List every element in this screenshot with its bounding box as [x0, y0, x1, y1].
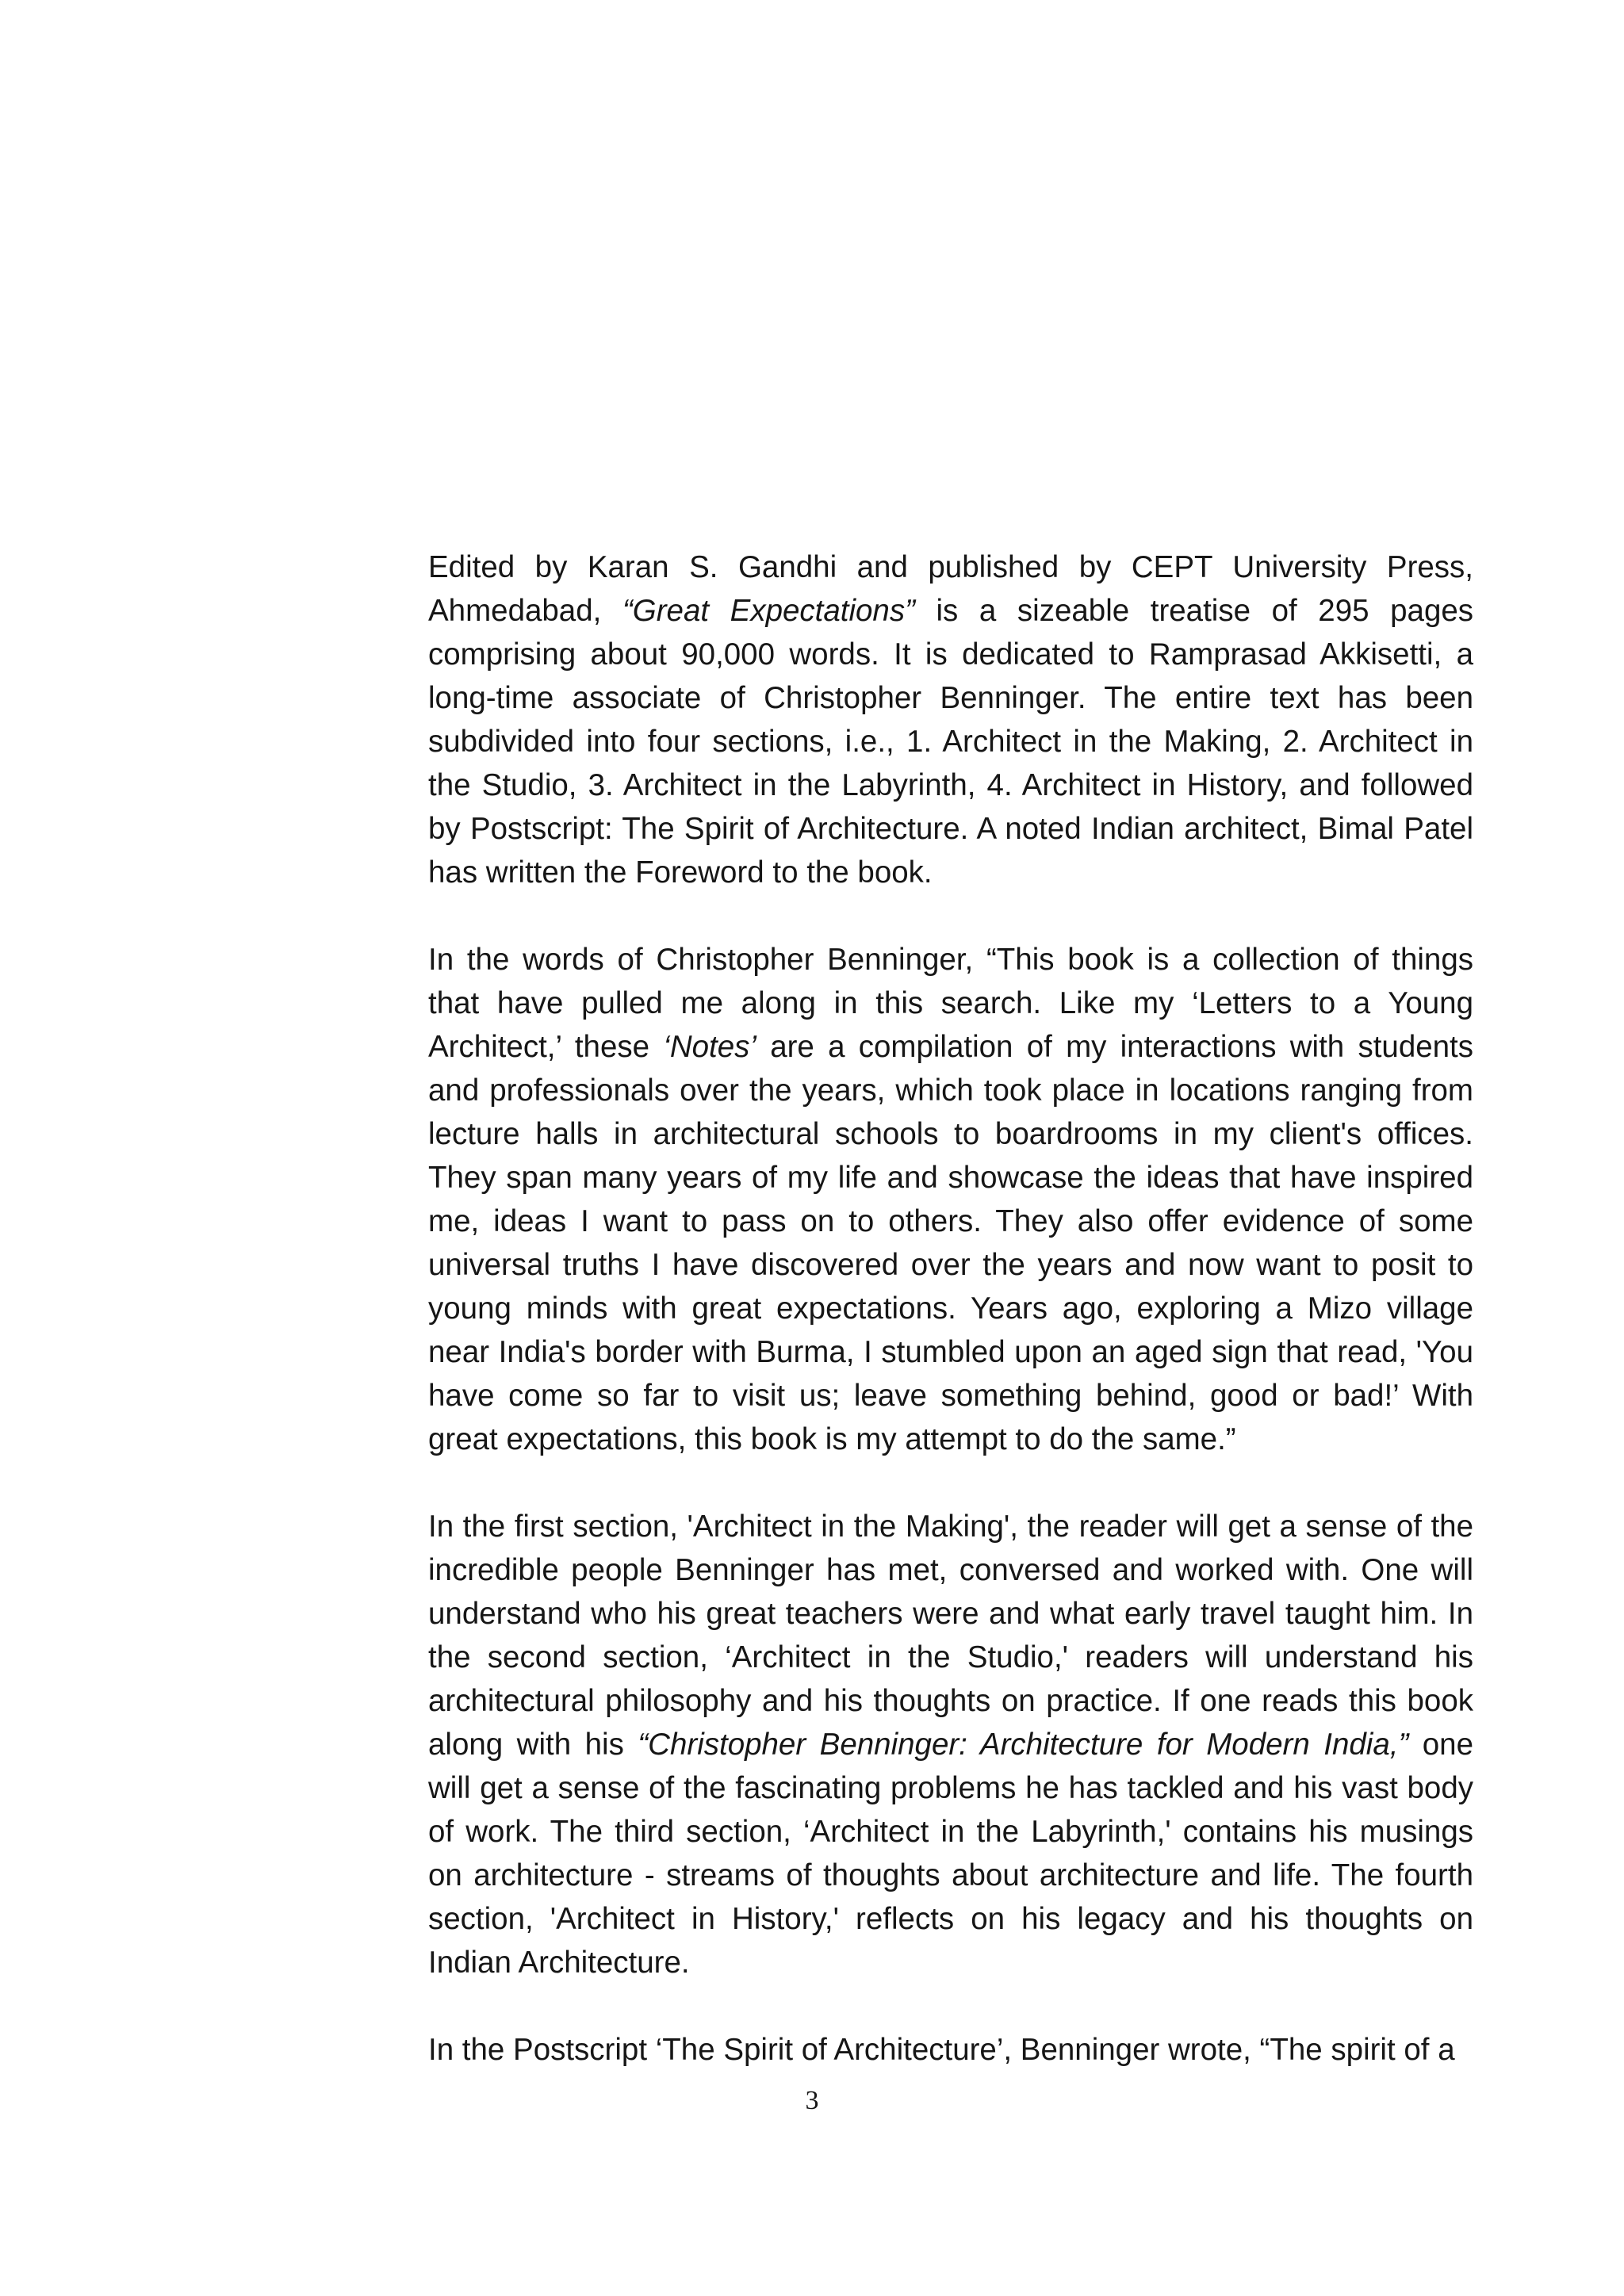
paragraph-postscript: [428, 2028, 1473, 2072]
body-text: [428, 545, 1473, 2115]
text-run: are a compilation of my interactions with students and professionals over the years, which took place in locations ranging from lecture halls in architectural schools to boardrooms in my client's offices. They span many years of my life and showcase the ideas that have inspired me, ideas I want to pass on to others. They also offer evidence of some universal truths I have discovered over the years and now want to posit to young minds with great expectations. Years ago, exploring a Mizo village near India's border with Burma, I stumbled upon an aged sign that read, 'You have come so far to visit us; leave something behind, good or bad!’ With great expectations, this book is my attempt to do the same.”: [428, 1030, 1473, 1456]
page-number: 3: [805, 2086, 819, 2115]
text-run: Edited by Karan S. Gandhi and published by CEPT University Press, Ahmedabad,: [428, 550, 1473, 628]
text-run: ‘Letters to a Young Architect,’: [428, 986, 1474, 1064]
book-title-italic: “Christopher Benninger: Architecture for Modern India,”: [638, 1728, 1409, 1762]
paragraph-sections: [428, 1505, 1473, 1984]
text-run: In the first section, 'Architect in the Making', the reader will get a sense of the incredible people Benninger has met, conversed and worked with. One will understand who his great teachers were and what early travel taught him. In the second section, ‘Architect in the Studio,' readers will understand his architectural philosophy and his thoughts on practice. If one reads this book along with his: [428, 1510, 1473, 1762]
text-run: one will get a sense of the fascinating problems he has tackled and his vast body of work. The third section, ‘Architect in the Labyrinth,' contains his musings on architecture - streams of thoughts about architecture and life. The fourth section, 'Architect in History,' reflects on his legacy and his thoughts on Indian Architecture.: [428, 1728, 1473, 1980]
text-run: In the Postscript ‘The Spirit of Architecture’, Benninger wrote, “The spirit of a: [428, 2033, 1455, 2067]
text-run: is a sizeable treatise of 295 pages comprising about 90,000 words. It is dedicated to Ramprasad Akkisetti, a long-time associate of Christopher Benninger. The entire text has been subdivided into four sections, i.e., 1. Architect in the Making, 2. Architect in the Studio, 3. Architect in the Labyrinth, 4. Architect in History, and followed by Postscript: The Spirit of Architecture. A noted Indian architect, Bimal Patel has written the Foreword to the book.: [428, 594, 1474, 890]
book-title-italic: “Great Expectations”: [622, 594, 915, 628]
notes-italic: ‘Notes’: [663, 1030, 756, 1064]
text-run: these: [561, 1030, 664, 1064]
paragraph-quote: [428, 938, 1473, 1461]
paragraph-intro: [428, 545, 1473, 894]
text-run: In the words of Christopher Benninger, “This book is a collection of things that have pulled me along in this search. Like my: [428, 943, 1473, 1020]
